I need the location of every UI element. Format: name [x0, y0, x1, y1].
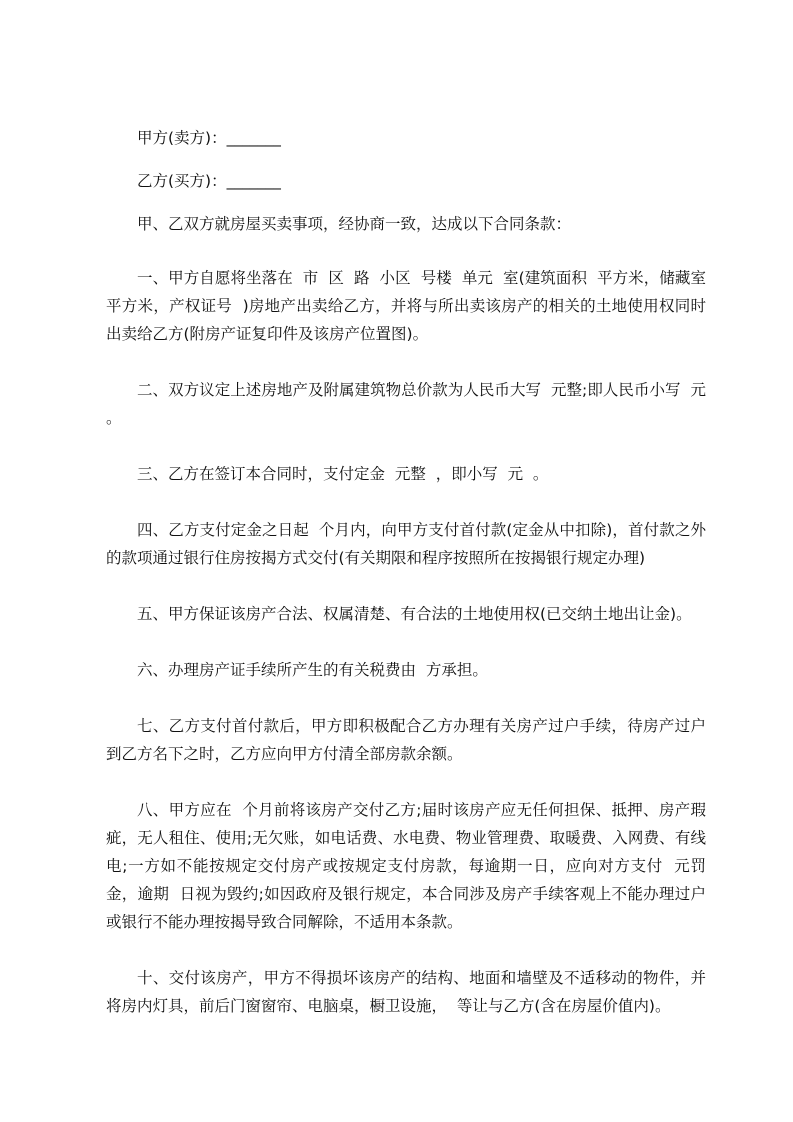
intro-paragraph: 甲、乙双方就房屋买卖事项，经协商一致，达成以下合同条款：: [137, 215, 572, 233]
contract-page: [106, 124, 716, 1048]
clause-8: 八、甲方应在 个月前将该房产交付乙方;届时该房产应无任何担保、抵押、房产瑕疵，无人租住、使用;无欠账，如电话费、水电费、物业管理费、取暖费、入网费、有线电;一方如不能按规定交付房产或按规定支付房款，每逾期一日，应向对方支付 元罚金，逾期 日视为毁约;如因政府及银行规定，本合同涉及房产手续客观上不能办理过户或银行不能办理按揭导致合同解除，不适用本条款。: [106, 801, 706, 931]
clause-2: 二、双方议定上述房地产及附属建筑物总价款为人民币大写 元整;即人民币小写 元 。: [106, 381, 716, 427]
clause-10: 十、交付该房产，甲方不得损坏该房产的结构、地面和墙壁及不适移动的物件，并将房内灯具，前后门窗窗帘、电脑桌，橱卫设施， 等让与乙方(含在房屋价值内)。: [106, 969, 706, 1015]
clause-5: 五、甲方保证该房产合法、权属清楚、有合法的土地使用权(已交纳土地出让金)。: [137, 605, 692, 623]
party-b-line: 乙方(买方)：_______: [137, 172, 281, 190]
clause-6: 六、办理房产证手续所产生的有关税费由 方承担。: [137, 661, 488, 679]
clause-4: 四、乙方支付定金之日起 个月内，向甲方支付首付款(定金从中扣除)，首付款之外的款项通过银行住房按揭方式交付(有关期限和程序按照所在按揭银行规定办理): [106, 521, 706, 567]
party-a-line: 甲方(卖方)：_______: [137, 129, 281, 147]
clause-1: 一、甲方自愿将坐落在 市 区 路 小区 号楼 单元 室(建筑面积 平方米，储藏室 平方米，产权证号 )房地产出卖给乙方，并将与所出卖该房产的相关的土地使用权同时出卖给乙方(附房产证复印件及该房产位置图)。: [106, 269, 716, 343]
clause-7: 七、乙方支付首付款后，甲方即积极配合乙方办理有关房产过户手续，待房产过户到乙方名下之时，乙方应向甲方付清全部房款余额。: [106, 717, 706, 763]
clause-3: 三、乙方在签订本合同时，支付定金 元整 ，即小写 元 。: [137, 465, 549, 483]
